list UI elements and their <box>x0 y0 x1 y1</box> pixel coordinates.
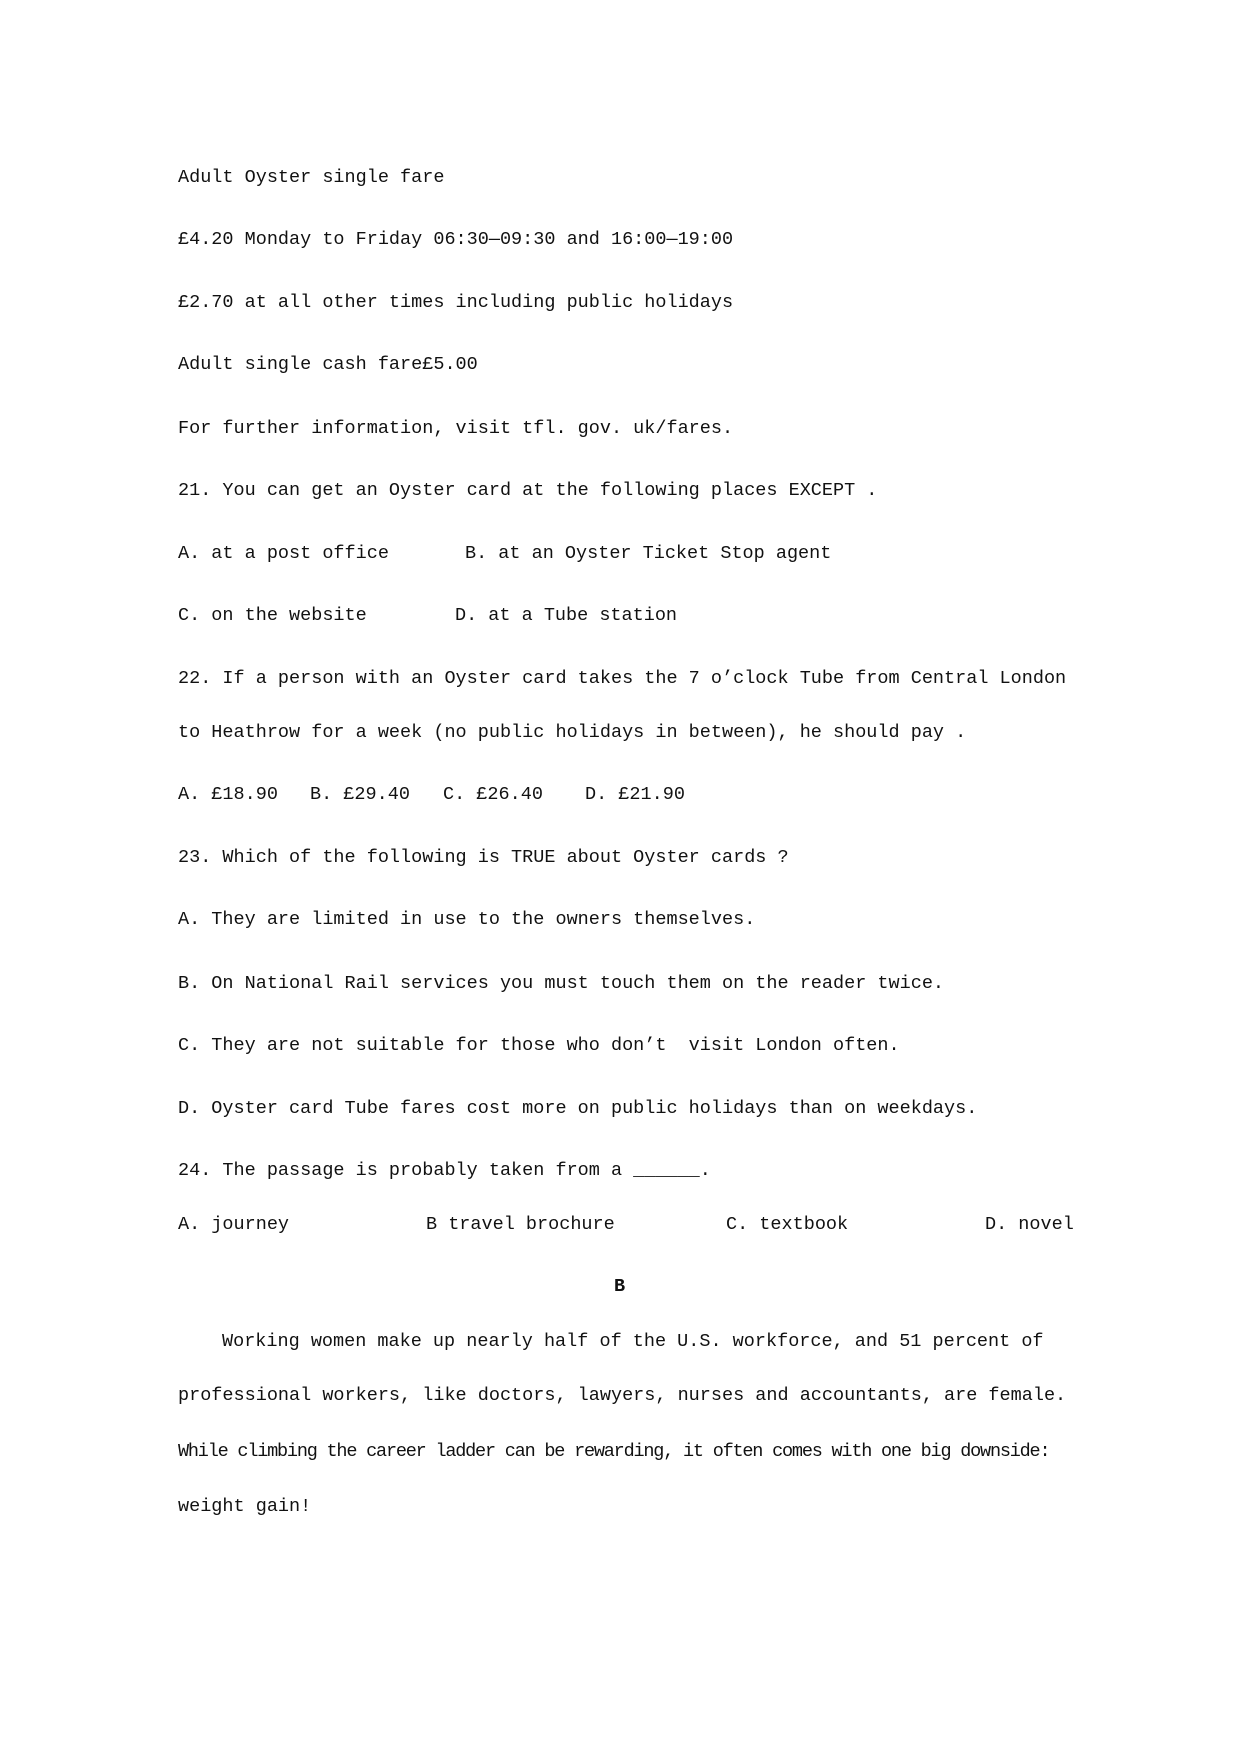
q24-option-a: A. journey <box>178 1214 290 1235</box>
q21-option-a: A. at a post office <box>178 543 389 564</box>
q23-option-c: C. They are not suitable for those who don’t visit London often. <box>178 1035 900 1056</box>
question-21: 21. You can get an Oyster card at the following places EXCEPT . <box>178 480 878 501</box>
question-24: 24. The passage is probably taken from a ______. <box>178 1160 711 1181</box>
q21-option-b: B. at an Oyster Ticket Stop agent <box>465 543 832 564</box>
q22-option-a: A. £18.90 <box>178 784 278 805</box>
question-22-cont: to Heathrow for a week (no public holidays in between), he should pay . <box>178 722 967 743</box>
paragraph-line: While climbing the career ladder can be rewarding, it often comes with one big downside: <box>178 1441 1050 1462</box>
fare-info: For further information, visit tfl. gov. uk/fares. <box>178 418 734 439</box>
q23-option-a: A. They are limited in use to the owners themselves. <box>178 909 756 930</box>
section-b-heading: B <box>614 1276 626 1297</box>
fare-peak: £4.20 Monday to Friday 06:30—09:30 and 16:00—19:00 <box>178 229 734 250</box>
paragraph-line: professional workers, like doctors, lawyers, nurses and accountants, are female. <box>178 1385 1067 1406</box>
paragraph-line: weight gain! <box>178 1496 312 1517</box>
question-23: 23. Which of the following is TRUE about Oyster cards ? <box>178 847 789 868</box>
q21-option-c: C. on the website <box>178 605 367 626</box>
q24-option-d: D. novel <box>985 1214 1074 1235</box>
fare-offpeak: £2.70 at all other times including public holidays <box>178 292 734 313</box>
q22-option-c: C. £26.40 <box>443 784 543 805</box>
q23-option-d: D. Oyster card Tube fares cost more on public holidays than on weekdays. <box>178 1098 978 1119</box>
q24-option-b: B travel brochure <box>426 1214 615 1235</box>
fare-title: Adult Oyster single fare <box>178 167 445 188</box>
fare-cash: Adult single cash fare£5.00 <box>178 354 478 375</box>
paragraph-line: Working women make up nearly half of the U.S. workforce, and 51 percent of <box>222 1331 1044 1352</box>
q22-option-d: D. £21.90 <box>585 784 685 805</box>
question-22: 22. If a person with an Oyster card takes the 7 o’clock Tube from Central London <box>178 668 1067 689</box>
q23-option-b: B. On National Rail services you must touch them on the reader twice. <box>178 973 945 994</box>
q24-option-c: C. textbook <box>726 1214 849 1235</box>
q22-option-b: B. £29.40 <box>310 784 410 805</box>
q21-option-d: D. at a Tube station <box>455 605 678 626</box>
